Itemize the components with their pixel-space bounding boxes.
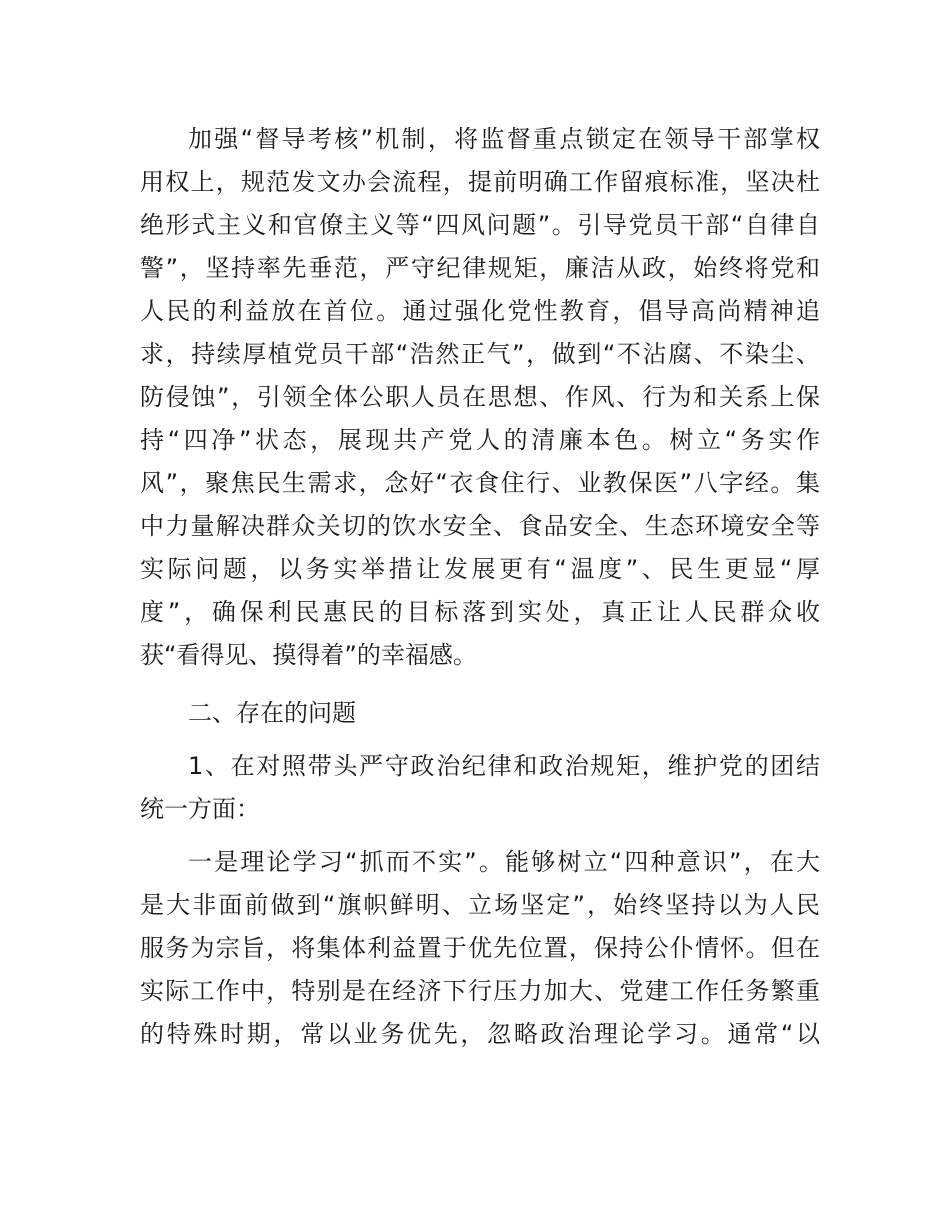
section-heading: 二、存在的问题 — [188, 699, 356, 727]
paragraph1-line-5: 人民的利益放在首位。通过强化党性教育，倡导高尚精神追 — [140, 297, 820, 325]
paragraph1-line-8: 持“四净”状态，展现共产党人的清廉本色。树立“务实作 — [140, 426, 820, 454]
paragraph2-line-1: 1、在对照带头严守政治纪律和政治规矩，维护党的团结 — [188, 752, 820, 780]
paragraph1-line-10: 中力量解决群众关切的饮水安全、食品安全、生态环境安全等 — [140, 512, 820, 540]
paragraph1-line-6: 求，持续厚植党员干部“浩然正气”，做到“不沾腐、不染尘、 — [140, 340, 820, 368]
paragraph1-line-12: 度”，确保利民惠民的目标落到实处，真正让人民群众收 — [140, 598, 820, 626]
paragraph3-line-3: 服务为宗旨，将集体利益置于优先位置，保持公仆情怀。但在 — [140, 934, 820, 962]
paragraph3-line-1: 一是理论学习“抓而不实”。能够树立“四种意识”，在大 — [188, 848, 820, 876]
paragraph1-line-1: 加强“督导考核”机制，将监督重点锁定在领导干部掌权 — [188, 125, 820, 153]
paragraph3-line-2: 是大非面前做到“旗帜鲜明、立场坚定”，始终坚持以为人民 — [140, 891, 820, 919]
paragraph1-line-3: 绝形式主义和官僚主义等“四风问题”。引导党员干部“自律自 — [140, 211, 820, 239]
paragraph3-line-4: 实际工作中，特别是在经济下行压力加大、党建工作任务繁重 — [140, 977, 820, 1005]
paragraph3-line-5: 的特殊时期，常以业务优先，忽略政治理论学习。通常“以 — [140, 1020, 820, 1048]
paragraph1-line-9: 风”，聚焦民生需求，念好“衣食住行、业教保医”八字经。集 — [140, 469, 820, 497]
paragraph1-line-13: 获“看得见、摸得着”的幸福感。 — [140, 641, 477, 669]
paragraph1-line-7: 防侵蚀”，引领全体公职人员在思想、作风、行为和关系上保 — [140, 383, 820, 411]
paragraph1-line-11: 实际问题，以务实举措让发展更有“温度”、民生更显“厚 — [140, 555, 820, 583]
paragraph2-line-2: 统一方面： — [140, 795, 260, 823]
paragraph1-line-2: 用权上，规范发文办会流程，提前明确工作留痕标准，坚决杜 — [140, 168, 820, 196]
paragraph1-line-4: 警”，坚持率先垂范，严守纪律规矩，廉洁从政，始终将党和 — [140, 254, 820, 282]
